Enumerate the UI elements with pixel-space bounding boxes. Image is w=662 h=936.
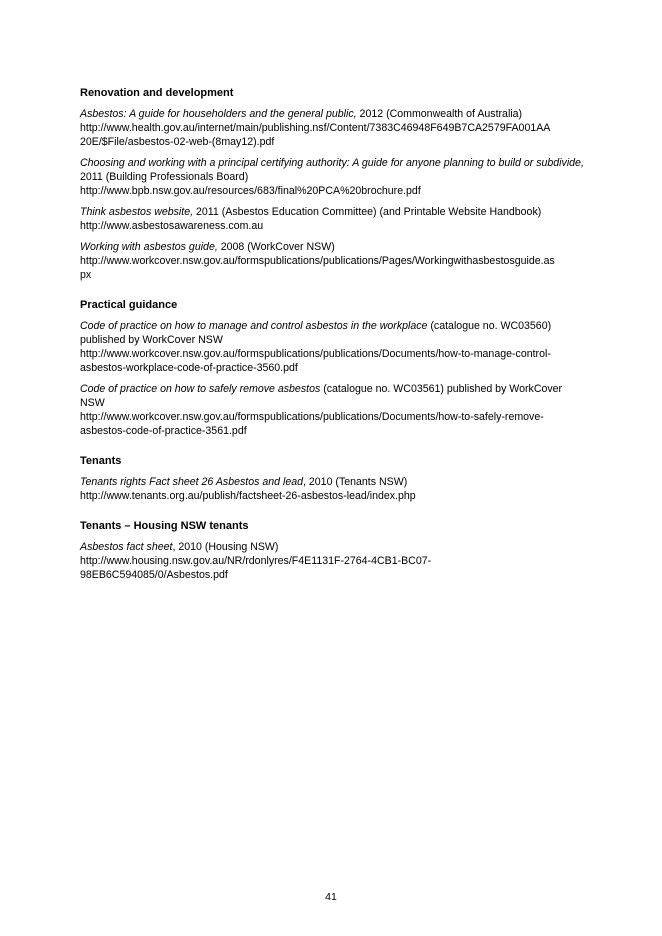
reference-entry xyxy=(80,156,585,198)
reference-details: (catalogue no. WC03561) published by WorkCover NSW xyxy=(80,383,563,409)
reference-details: (catalogue no. WC03560) published by WorkCover NSW xyxy=(80,320,552,346)
reference-entry xyxy=(80,205,585,233)
reference-title: Choosing and working with a principal certifying authority: A guide for anyone planning to build or subdivide, xyxy=(80,157,584,169)
reference-details: 2012 (Commonwealth of Australia) xyxy=(356,108,523,120)
reference-title: Asbestos: A guide for householders and the general public, xyxy=(80,108,357,120)
reference-url[interactable]: http://www.workcover.nsw.gov.au/formspublications/publications/Documents/how-to-manage-control- asbestos-workplace-code-of-practice-3560.pdf xyxy=(80,348,551,374)
reference-entry xyxy=(80,240,585,282)
reference-title: Think asbestos website, xyxy=(80,206,194,218)
reference-details: 2011 (Building Professionals Board) xyxy=(80,171,249,183)
reference-details: 2011 (Asbestos Education Committee) (and Printable Website Handbook) xyxy=(193,206,542,218)
section-heading: Practical guidance xyxy=(80,299,178,311)
reference-url[interactable]: http://www.workcover.nsw.gov.au/formspublications/publications/Documents/how-to-safely-remove- asbestos-code-of-practice-3561.pdf xyxy=(80,411,544,437)
section-renovation xyxy=(80,86,585,282)
reference-url[interactable]: http://www.housing.nsw.gov.au/NR/rdonlyres/F4E1131F-2764-4CB1-BC07- 98EB6C594085/0/Asbestos.pdf xyxy=(80,555,432,581)
reference-title: Code of practice on how to safely remove asbestos xyxy=(80,383,321,395)
section-practical-guidance xyxy=(80,298,585,438)
reference-details: 2008 (WorkCover NSW) xyxy=(217,241,335,253)
section-heading: Tenants xyxy=(80,455,122,467)
reference-details: , 2010 (Housing NSW) xyxy=(172,541,279,553)
reference-entry xyxy=(80,319,585,375)
reference-url[interactable]: http://www.bpb.nsw.gov.au/resources/683/final%20PCA%20brochure.pdf xyxy=(80,185,421,197)
reference-title: Asbestos fact sheet xyxy=(80,541,173,553)
reference-details: , 2010 (Tenants NSW) xyxy=(303,476,408,488)
reference-title: Tenants rights Fact sheet 26 Asbestos and lead xyxy=(80,476,304,488)
section-tenants xyxy=(80,454,585,503)
reference-url[interactable]: http://www.asbestosawareness.com.au xyxy=(80,220,264,232)
reference-entry xyxy=(80,382,585,438)
section-housing-nsw-tenants xyxy=(80,519,585,582)
reference-title: Code of practice on how to manage and control asbestos in the workplace xyxy=(80,320,428,332)
section-heading: Renovation and development xyxy=(80,87,234,99)
reference-url[interactable]: http://www.tenants.org.au/publish/factsheet-26-asbestos-lead/index.php xyxy=(80,490,416,502)
reference-entry xyxy=(80,475,585,503)
reference-url[interactable]: http://www.health.gov.au/internet/main/publishing.nsf/Content/7383C46948F649B7CA2579FA001AA 20E/$File/asbestos-02-web-(8may12).pdf xyxy=(80,122,551,148)
section-heading: Tenants – Housing NSW tenants xyxy=(80,520,249,532)
reference-title: Working with asbestos guide, xyxy=(80,241,218,253)
document-body xyxy=(80,86,585,598)
reference-entry xyxy=(80,107,585,149)
reference-url[interactable]: http://www.workcover.nsw.gov.au/formspublications/publications/Pages/Workingwithasbestosguide.as px xyxy=(80,255,555,281)
reference-entry xyxy=(80,540,585,582)
page-number: 41 xyxy=(325,891,337,903)
